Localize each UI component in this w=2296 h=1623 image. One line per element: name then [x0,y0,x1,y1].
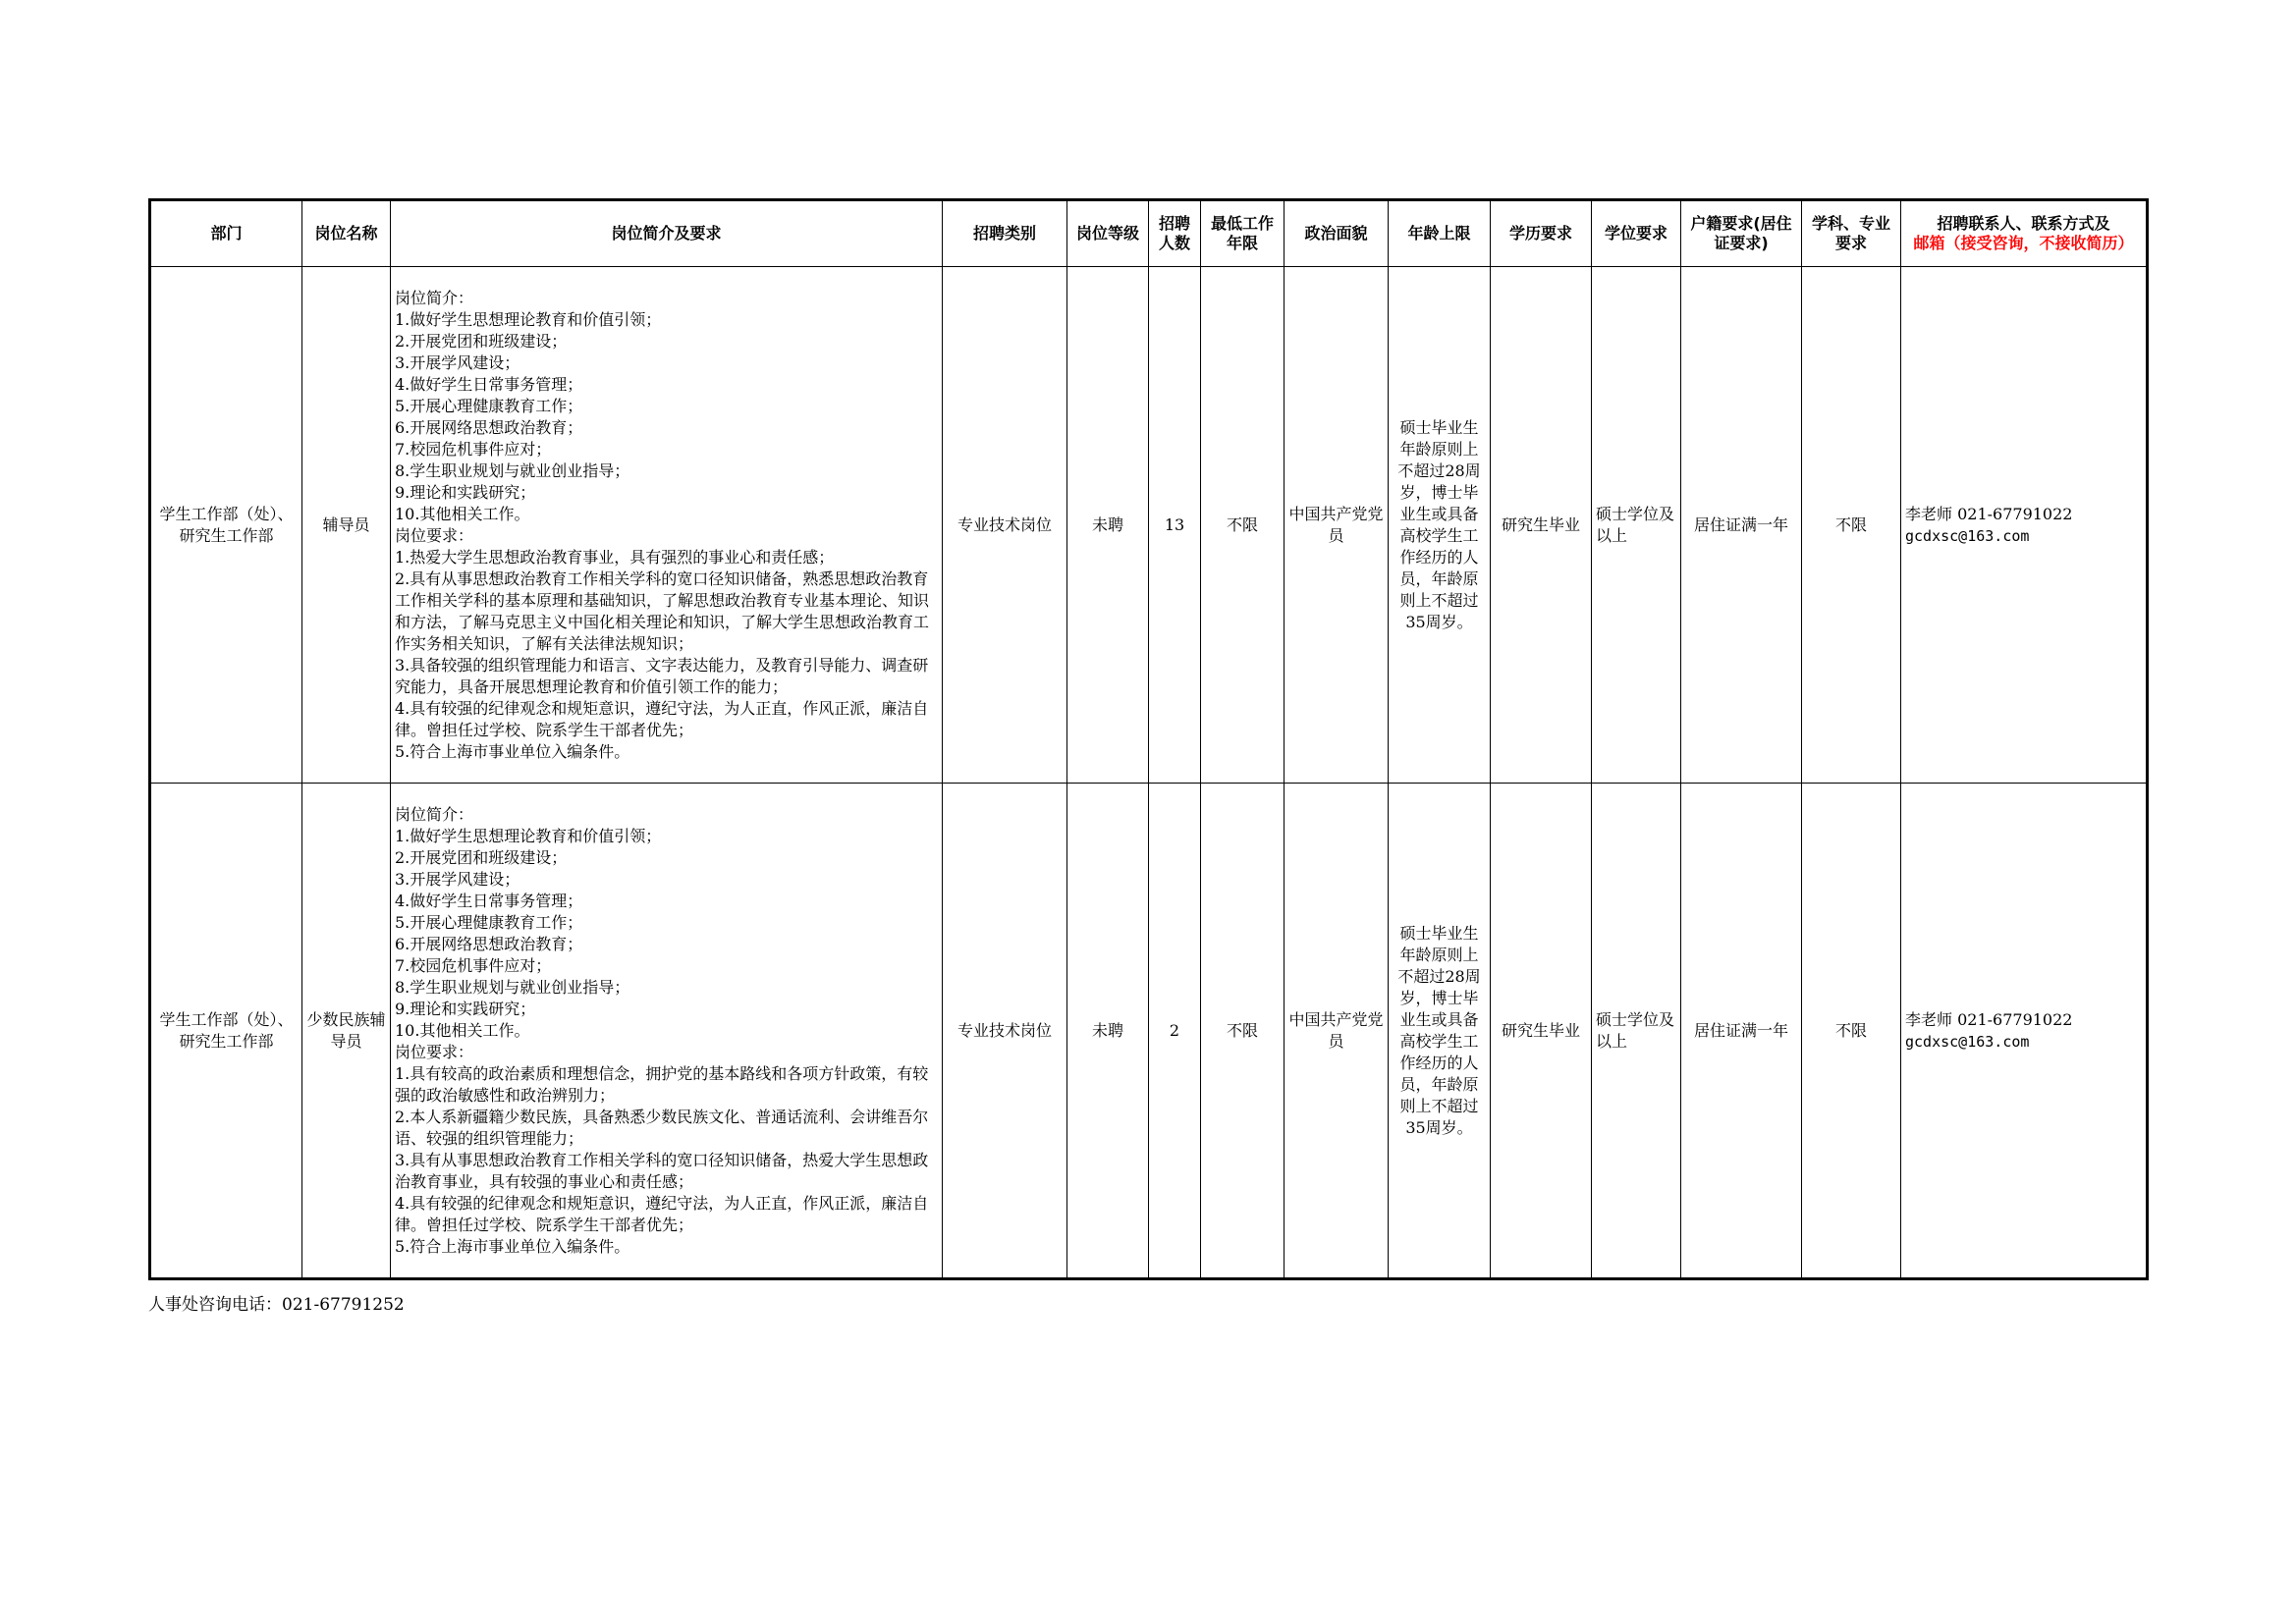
post-cell: 少数民族辅导员 [302,784,391,1279]
desc-line: 3.开展学风建设； [395,869,520,889]
header-row [150,200,2148,267]
desc-line: 5.符合上海市事业单位入编条件。 [395,1236,630,1256]
desc-line: 1.热爱大学生思想政治教育事业，具有强烈的事业心和责任感； [395,547,835,567]
table-row [150,784,2148,1279]
edu-cell: 研究生毕业 [1491,784,1592,1279]
desc-cell [391,784,943,1279]
desc-line: 5.符合上海市事业单位入编条件。 [395,741,630,761]
count-cell: 13 [1149,267,1201,784]
desc-line: 5.开展心理健康教育工作； [395,912,583,932]
desc-line: 6.开展网络思想政治教育； [395,934,583,953]
header-age: 年龄上限 [1389,200,1491,267]
major-cell: 不限 [1802,267,1901,784]
dept-cell: 学生工作部（处）、研究生工作部 [150,267,302,784]
desc-line: 5.开展心理健康教育工作； [395,396,583,415]
contact-name-phone: 李老师 021-67791022 [1905,1009,2073,1029]
desc-line: 2.开展党团和班级建设； [395,331,568,351]
header-contact [1901,200,2148,267]
header-min-work: 最低工作年限 [1201,200,1285,267]
age-cell: 硕士毕业生年龄原则上不超过28周岁，博士毕业生或具备高校学生工作经历的人员，年龄原则上不超过35周岁。 [1389,267,1491,784]
header-desc: 岗位简介及要求 [391,200,943,267]
recruitment-table-sheet [148,198,2146,1280]
desc-line: 7.校园危机事件应对； [395,439,552,459]
edu-cell: 研究生毕业 [1491,267,1592,784]
age-cell: 硕士毕业生年龄原则上不超过28周岁，博士毕业生或具备高校学生工作经历的人员，年龄原则上不超过35周岁。 [1389,784,1491,1279]
desc-line: 10.其他相关工作。 [395,1020,530,1040]
desc-line: 10.其他相关工作。 [395,504,530,523]
category-cell: 专业技术岗位 [943,267,1067,784]
desc-line: 8.学生职业规划与就业创业指导； [395,460,630,480]
desc-line: 4.具有较强的纪律观念和规矩意识，遵纪守法，为人正直，作风正派，廉洁自律。曾担任过学校、院系学生干部者优先； [395,698,929,739]
dept-cell: 学生工作部（处）、研究生工作部 [150,784,302,1279]
category-cell: 专业技术岗位 [943,784,1067,1279]
desc-line: 4.具有较强的纪律观念和规矩意识，遵纪守法，为人正直，作风正派，廉洁自律。曾担任过学校、院系学生干部者优先； [395,1193,929,1234]
min-work-cell: 不限 [1201,784,1285,1279]
desc-line: 4.做好学生日常事务管理； [395,374,583,394]
contact-email: gcdxsc@163.com [1905,526,2030,545]
political-cell: 中国共产党党员 [1285,784,1389,1279]
desc-line: 3.开展学风建设； [395,352,520,372]
header-political: 政治面貌 [1285,200,1389,267]
hr-consult-phone: 人事处咨询电话：021-67791252 [148,1295,405,1315]
post-cell: 辅导员 [302,267,391,784]
header-major: 学科、专业要求 [1802,200,1901,267]
table-row [150,267,2148,784]
desc-line: 1.具有较高的政治素质和理想信念，拥护党的基本路线和各项方针政策，有较强的政治敏感性和政治辨别力； [395,1063,929,1105]
desc-line: 9.理论和实践研究； [395,482,536,502]
desc-line: 6.开展网络思想政治教育； [395,417,583,437]
header-contact-text: 招聘联系人、联系方式及 [1937,214,2110,233]
desc-line: 9.理论和实践研究； [395,999,536,1018]
grade-cell: 未聘 [1067,267,1149,784]
desc-line: 岗位要求： [395,525,474,545]
header-edu: 学历要求 [1491,200,1592,267]
header-grade: 岗位等级 [1067,200,1149,267]
header-post: 岗位名称 [302,200,391,267]
degree-cell: 硕士学位及以上 [1592,784,1681,1279]
contact-cell [1901,267,2148,784]
hukou-cell: 居住证满一年 [1681,267,1802,784]
header-degree: 学位要求 [1592,200,1681,267]
desc-line: 8.学生职业规划与就业创业指导； [395,977,630,997]
header-hukou: 户籍要求(居住证要求) [1681,200,1802,267]
political-cell: 中国共产党党员 [1285,267,1389,784]
grade-cell: 未聘 [1067,784,1149,1279]
recruitment-table [148,198,2149,1280]
desc-line: 1.做好学生思想理论教育和价值引领； [395,826,662,845]
degree-cell: 硕士学位及以上 [1592,267,1681,784]
desc-line: 岗位简介： [395,804,474,824]
header-dept: 部门 [150,200,302,267]
contact-cell [1901,784,2148,1279]
major-cell: 不限 [1802,784,1901,1279]
desc-line: 1.做好学生思想理论教育和价值引领； [395,309,662,329]
hukou-cell: 居住证满一年 [1681,784,1802,1279]
header-contact-email-note: 邮箱（接受咨询，不接收简历） [1913,234,2134,252]
desc-line: 7.校园危机事件应对； [395,955,552,975]
desc-line: 2.本人系新疆籍少数民族，具备熟悉少数民族文化、普通话流利、会讲维吾尔语、较强的组织管理能力； [395,1107,929,1148]
desc-cell [391,267,943,784]
desc-line: 2.具有从事思想政治教育工作相关学科的宽口径知识储备，熟悉思想政治教育工作相关学科的基本原理和基础知识，了解思想政治教育专业基本理论、知识和方法，了解马克思主义中国化相关理论和知识，了解大学生思想政治教育工作实务相关知识，了解有关法律法规知识； [395,568,930,653]
desc-line: 2.开展党团和班级建设； [395,847,568,867]
header-category: 招聘类别 [943,200,1067,267]
min-work-cell: 不限 [1201,267,1285,784]
desc-line: 3.具备较强的组织管理能力和语言、文字表达能力，及教育引导能力、调查研究能力，具备开展思想理论教育和价值引领工作的能力； [395,655,929,696]
desc-line: 3.具有从事思想政治教育工作相关学科的宽口径知识储备，热爱大学生思想政治教育事业，具有较强的事业心和责任感； [395,1150,929,1191]
desc-line: 岗位要求： [395,1042,474,1061]
contact-email: gcdxsc@163.com [1905,1032,2030,1051]
contact-name-phone: 李老师 021-67791022 [1905,504,2073,523]
desc-line: 岗位简介： [395,288,474,307]
desc-line: 4.做好学生日常事务管理； [395,891,583,910]
header-count: 招聘人数 [1149,200,1201,267]
count-cell: 2 [1149,784,1201,1279]
